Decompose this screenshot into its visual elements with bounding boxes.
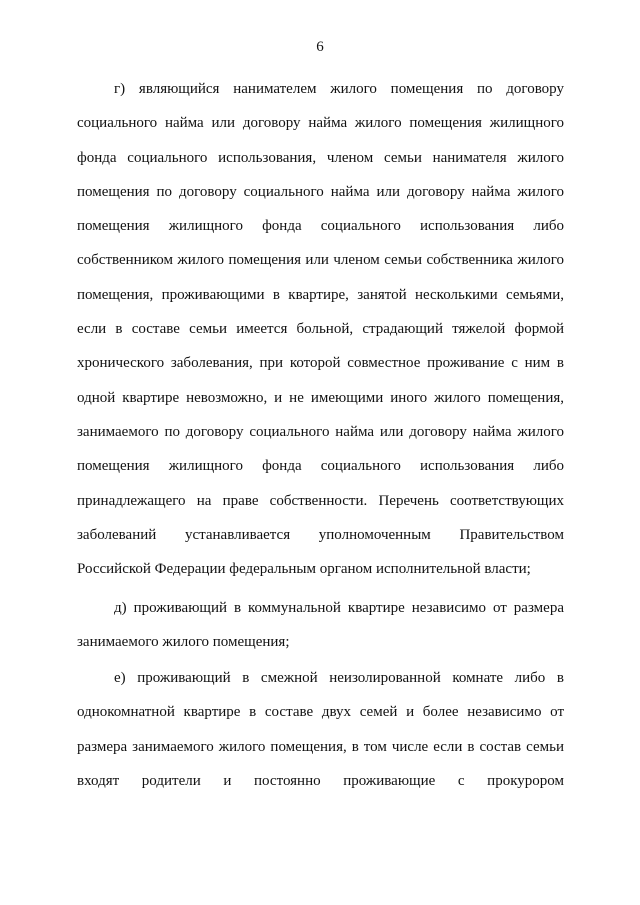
text-line: собственником жилого помещения или членом семьи собственника жилого (77, 252, 564, 269)
text-line: хронического заболевания, при которой совместное проживание с ним в (77, 355, 564, 372)
text-line: если в составе семьи имеется больной, страдающий тяжелой формой (77, 321, 564, 338)
text-line: помещения жилищного фонда социального использования либо (77, 458, 564, 475)
text-line: помещения жилищного фонда социального использования либо (77, 218, 564, 235)
text-line: Российской Федерации федеральным органом исполнительной власти; (77, 561, 531, 578)
text-line: помещения, проживающими в квартире, занятой несколькими семьями, (77, 286, 564, 303)
text-line: занимаемого по договору социального найма или договору найма жилого (77, 423, 564, 440)
text-line: занимаемого жилого помещения; (77, 634, 290, 651)
text-line: социального найма или договору найма жилого помещения жилищного (77, 115, 564, 132)
text-line: помещения по договору социального найма или договору найма жилого (77, 183, 564, 200)
paragraph-e (77, 661, 564, 798)
page-number: 6 (316, 39, 324, 55)
text-line: е) проживающий в смежной неизолированной комнате либо в (114, 670, 564, 686)
text-line: фонда социального использования, членом семьи нанимателя жилого (77, 149, 564, 166)
text-line: заболеваний устанавливается уполномоченным Правительством (77, 526, 564, 543)
paragraph-d (77, 591, 564, 660)
paragraph-g (77, 72, 564, 586)
text-line: однокомнатной квартире в составе двух семей и более независимо от (77, 704, 564, 721)
text-line: одной квартире невозможно, и не имеющими иного жилого помещения, (77, 389, 564, 406)
text-line: размера занимаемого жилого помещения, в том числе если в состав семьи (77, 738, 564, 755)
text-line: г) являющийся нанимателем жилого помещения по договору (114, 81, 564, 97)
text-line: принадлежащего на праве собственности. Перечень соответствующих (77, 492, 564, 509)
text-line: входят родители и постоянно проживающие с прокурором (77, 772, 564, 789)
text-line: д) проживающий в коммунальной квартире независимо от размера (114, 600, 564, 616)
